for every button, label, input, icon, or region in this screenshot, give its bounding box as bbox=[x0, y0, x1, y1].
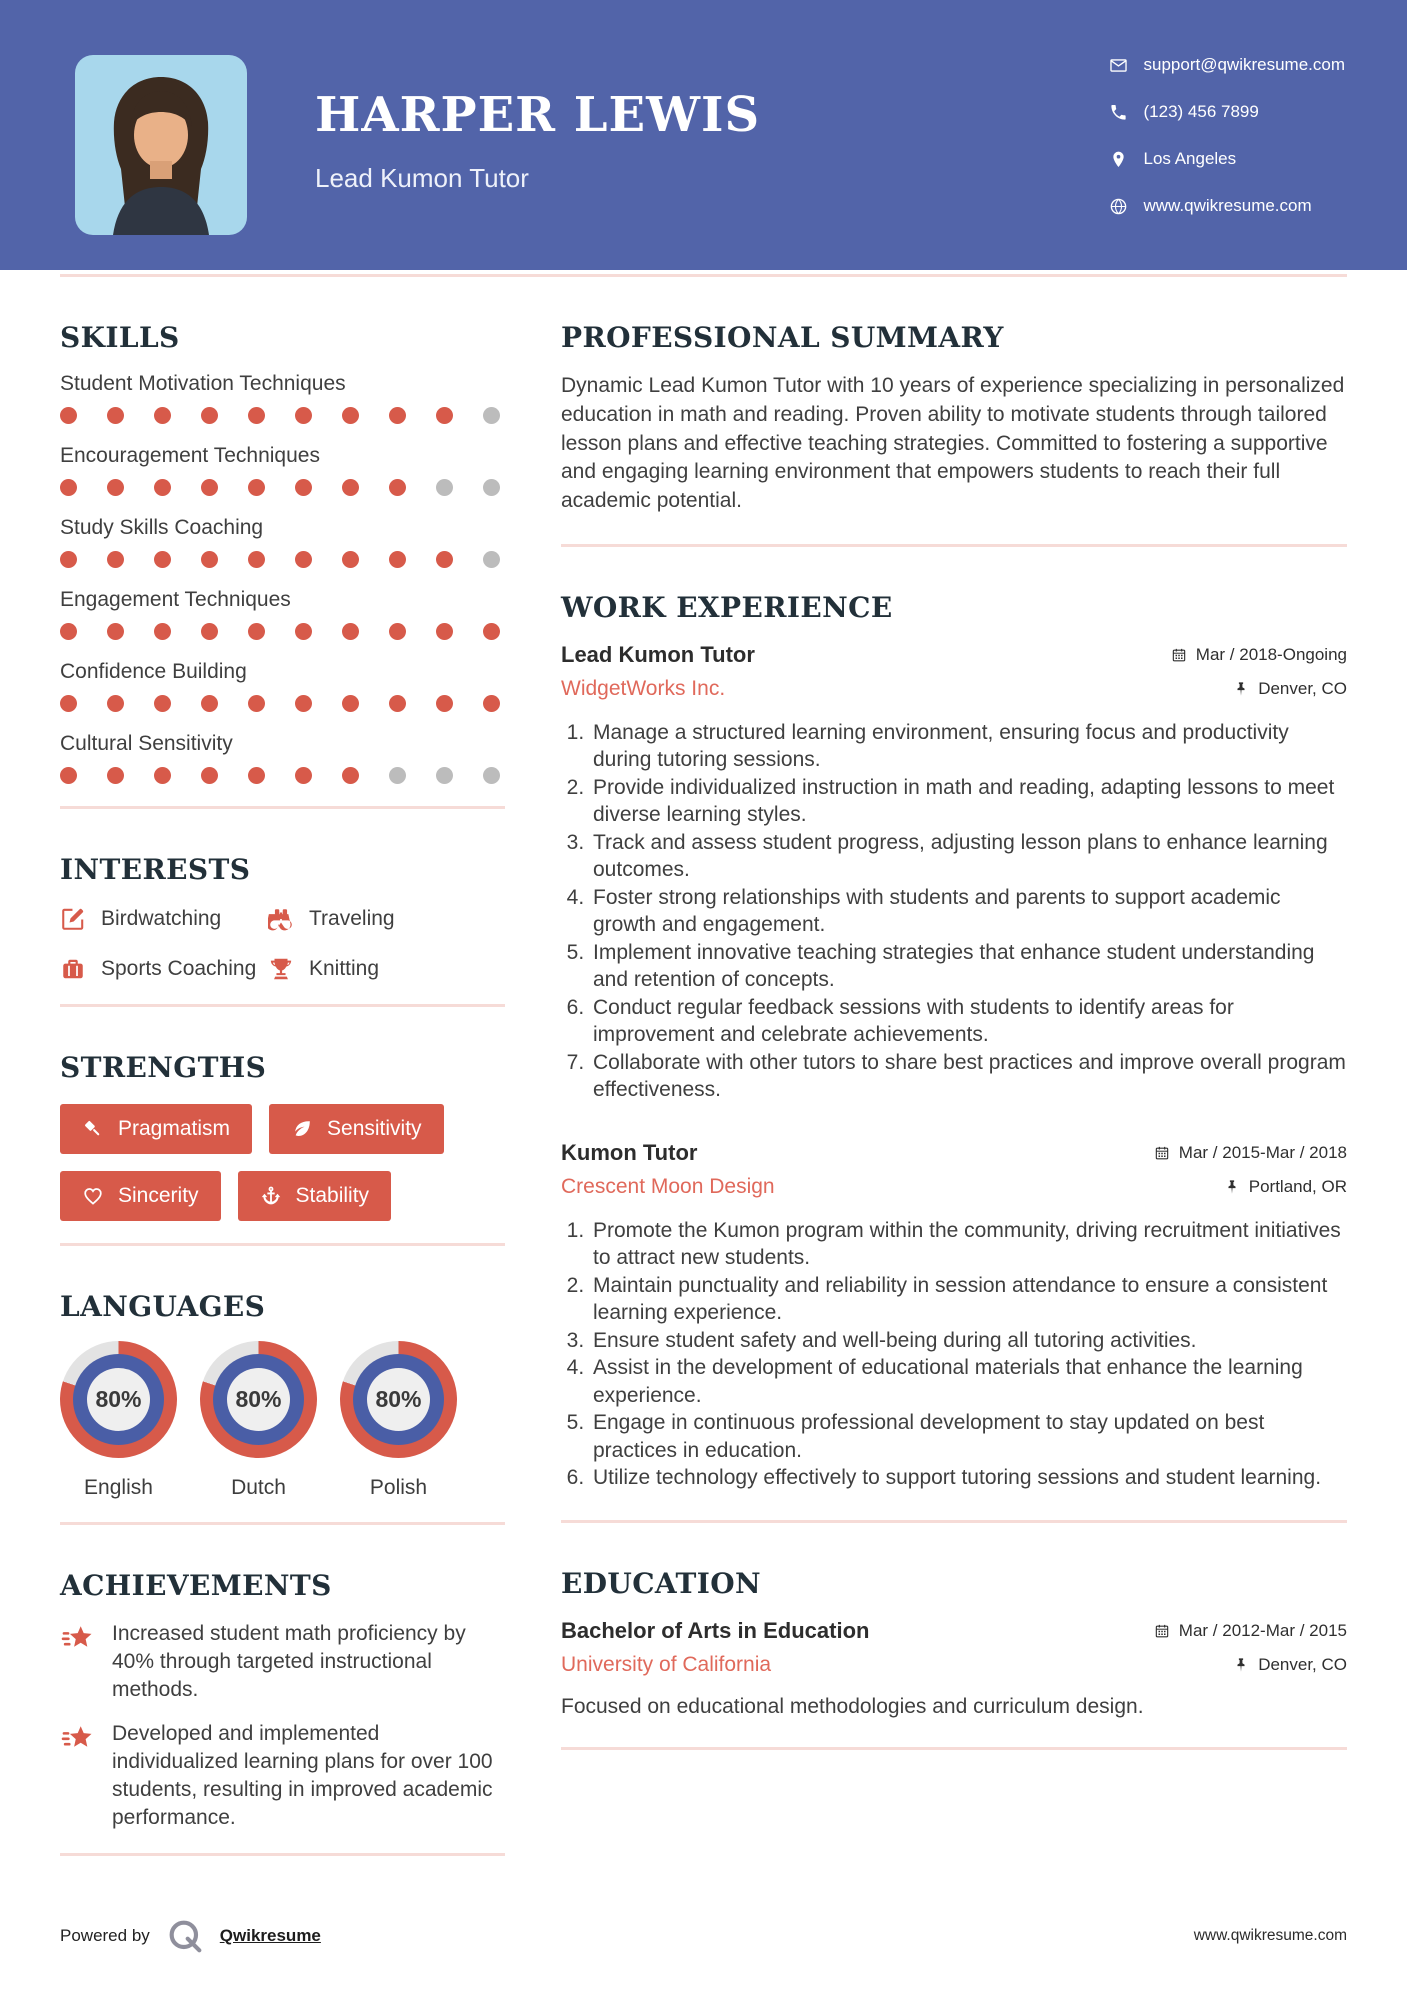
skill-dot-filled bbox=[154, 695, 171, 712]
skill-level-dots bbox=[60, 407, 505, 424]
job-company-row bbox=[561, 677, 1347, 701]
profile-photo-image bbox=[75, 55, 247, 235]
contact-text: www.qwikresume.com bbox=[1143, 196, 1312, 215]
job-dates-text: Mar / 2018-Ongoing bbox=[1195, 644, 1347, 664]
skill-dot-filled bbox=[295, 407, 312, 424]
heart-icon bbox=[82, 1185, 104, 1207]
skill-dot-filled bbox=[436, 407, 453, 424]
section-divider bbox=[561, 544, 1347, 547]
gavel-icon bbox=[82, 1118, 104, 1140]
language-donut-chart bbox=[60, 1341, 177, 1458]
skill-dot-empty bbox=[483, 479, 500, 496]
job-company: WidgetWorks Inc. bbox=[561, 676, 726, 700]
language-percent: 80% bbox=[95, 1386, 142, 1412]
job-bullet: 2. Provide individualized instruction in math and reading, adapting lessons to meet diverse learning styles. bbox=[590, 774, 1347, 829]
interest-label: Knitting bbox=[309, 957, 380, 980]
shooting-star-icon bbox=[60, 1722, 96, 1758]
footer bbox=[60, 1916, 1347, 1956]
skill-item bbox=[60, 732, 505, 784]
skill-dot-filled bbox=[154, 407, 171, 424]
job-location-text: Denver, CO bbox=[1258, 678, 1347, 698]
language-percent: 80% bbox=[235, 1386, 282, 1412]
strength-label: Stability bbox=[295, 1184, 370, 1207]
skill-dot-filled bbox=[389, 551, 406, 568]
pin-icon bbox=[1233, 681, 1249, 697]
skill-dot-filled bbox=[248, 407, 265, 424]
skill-dot-filled bbox=[295, 767, 312, 784]
skill-dot-filled bbox=[201, 479, 218, 496]
main-content bbox=[0, 277, 1407, 1880]
skill-dot-filled bbox=[107, 767, 124, 784]
skill-dot-filled bbox=[248, 767, 265, 784]
name-block bbox=[315, 87, 760, 194]
skill-dot-empty bbox=[483, 551, 500, 568]
skill-dot-filled bbox=[389, 407, 406, 424]
job-entry bbox=[561, 642, 1347, 1104]
skill-level-dots bbox=[60, 695, 505, 712]
strengths-heading: STRENGTHS bbox=[60, 1051, 267, 1084]
person-name: HARPER LEWIS bbox=[315, 87, 761, 143]
contact-item[interactable] bbox=[1109, 196, 1346, 216]
job-bullet: 1. Manage a structured learning environment, ensuring focus and productivity during tutoring sessions. bbox=[590, 719, 1347, 774]
skill-dot-empty bbox=[483, 407, 500, 424]
job-title: Kumon Tutor bbox=[561, 1139, 698, 1165]
language-donut-chart bbox=[200, 1341, 317, 1458]
experience-section bbox=[561, 591, 1347, 1492]
skills-section bbox=[60, 321, 505, 784]
skill-dot-filled bbox=[201, 695, 218, 712]
skill-item bbox=[60, 660, 505, 712]
interests-grid bbox=[60, 906, 505, 982]
strength-tag bbox=[60, 1104, 252, 1154]
strength-label: Sincerity bbox=[118, 1184, 199, 1207]
job-location bbox=[1233, 679, 1347, 699]
skill-dot-filled bbox=[60, 479, 77, 496]
achievement-text: Developed and implemented individualized learning plans for over 100 students, resulting in improved academic performance. bbox=[112, 1721, 493, 1829]
section-divider bbox=[60, 1243, 505, 1246]
interest-item bbox=[60, 956, 268, 982]
donut-center bbox=[367, 1368, 430, 1431]
strength-tag bbox=[238, 1171, 392, 1221]
summary-section bbox=[561, 321, 1347, 516]
calendar-icon bbox=[1171, 647, 1187, 663]
strength-label: Sensitivity bbox=[327, 1117, 422, 1140]
skill-label: Confidence Building bbox=[60, 660, 247, 683]
skill-dot-filled bbox=[389, 479, 406, 496]
job-title-row bbox=[561, 1140, 1347, 1166]
section-divider bbox=[60, 1522, 505, 1525]
section-divider bbox=[60, 1004, 505, 1007]
interest-item bbox=[268, 956, 505, 982]
anchor-icon bbox=[260, 1185, 282, 1207]
pin-icon bbox=[1224, 1179, 1240, 1195]
skill-label: Engagement Techniques bbox=[60, 588, 291, 611]
contact-item[interactable] bbox=[1109, 55, 1346, 75]
profile-photo bbox=[75, 55, 247, 235]
experience-heading: WORK EXPERIENCE bbox=[561, 590, 893, 624]
powered-by bbox=[60, 1916, 321, 1956]
strengths-tags bbox=[60, 1104, 505, 1221]
skill-dot-empty bbox=[436, 479, 453, 496]
job-bullet: 2. Maintain punctuality and reliability in session attendance to ensure a consistent learning experience. bbox=[590, 1272, 1347, 1327]
left-column bbox=[60, 277, 505, 1880]
skill-level-dots bbox=[60, 551, 505, 568]
education-description: Focused on educational methodologies and curriculum design. bbox=[561, 1694, 1144, 1718]
language-item bbox=[340, 1341, 457, 1500]
interests-section bbox=[60, 853, 505, 982]
skill-dot-filled bbox=[107, 695, 124, 712]
contact-text: Los Angeles bbox=[1143, 149, 1237, 168]
job-company-row bbox=[561, 1175, 1347, 1199]
skill-label: Study Skills Coaching bbox=[60, 516, 264, 539]
skill-dot-filled bbox=[436, 551, 453, 568]
interest-item bbox=[268, 906, 505, 932]
section-divider bbox=[60, 806, 505, 809]
contact-text: support@qwikresume.com bbox=[1143, 55, 1345, 74]
interests-heading: INTERESTS bbox=[60, 853, 251, 886]
skill-label: Encouragement Techniques bbox=[60, 444, 320, 467]
achievements-section bbox=[60, 1569, 505, 1831]
skill-dot-filled bbox=[342, 551, 359, 568]
job-bullet: 7. Collaborate with other tutors to share best practices and improve overall program effectiveness. bbox=[590, 1049, 1347, 1104]
shooting-star-icon bbox=[60, 1622, 96, 1658]
job-bullet: 5. Engage in continuous professional development to stay updated on best practices in education. bbox=[590, 1409, 1347, 1464]
job-bullet: 4. Foster strong relationships with students and parents to support academic growth and engagement. bbox=[590, 884, 1347, 939]
interest-item bbox=[60, 906, 268, 932]
skill-item bbox=[60, 372, 505, 424]
skill-dot-filled bbox=[154, 767, 171, 784]
strength-tag bbox=[60, 1171, 221, 1221]
skill-dot-filled bbox=[154, 623, 171, 640]
job-dates-text: Mar / 2015-Mar / 2018 bbox=[1178, 1142, 1347, 1162]
summary-heading: PROFESSIONAL SUMMARY bbox=[561, 321, 1004, 354]
header bbox=[0, 0, 1407, 270]
skill-dot-filled bbox=[60, 551, 77, 568]
globe-icon bbox=[1109, 197, 1128, 216]
school-row bbox=[561, 1653, 1347, 1677]
degree-title: Bachelor of Arts in Education bbox=[561, 1617, 870, 1643]
strength-tag bbox=[269, 1104, 444, 1154]
job-bullet: 6. Conduct regular feedback sessions with students to identify areas for improvement and celebrate achievements. bbox=[590, 994, 1347, 1049]
skill-dot-filled bbox=[483, 695, 500, 712]
skill-dot-filled bbox=[295, 623, 312, 640]
skill-dot-filled bbox=[342, 767, 359, 784]
job-bullets bbox=[561, 1217, 1347, 1492]
skill-dot-filled bbox=[295, 695, 312, 712]
person-title: Lead Kumon Tutor bbox=[315, 163, 529, 193]
education-dates bbox=[1154, 1621, 1347, 1641]
interest-label: Traveling bbox=[309, 907, 395, 930]
languages-list bbox=[60, 1341, 505, 1500]
skill-dot-filled bbox=[342, 695, 359, 712]
calendar-icon bbox=[1154, 1145, 1170, 1161]
job-location-text: Portland, OR bbox=[1248, 1176, 1347, 1196]
skill-dot-filled bbox=[60, 695, 77, 712]
language-label: English bbox=[84, 1476, 153, 1499]
calendar-icon bbox=[1154, 1623, 1170, 1639]
skill-dot-filled bbox=[107, 479, 124, 496]
skill-dot-empty bbox=[389, 767, 406, 784]
skill-dot-filled bbox=[60, 407, 77, 424]
email-icon bbox=[1109, 56, 1128, 75]
job-bullet: 4. Assist in the development of educational materials that enhance the learning experience. bbox=[590, 1354, 1347, 1409]
skill-dot-filled bbox=[436, 623, 453, 640]
donut-center bbox=[87, 1368, 150, 1431]
skill-item bbox=[60, 444, 505, 496]
languages-section bbox=[60, 1290, 505, 1500]
language-label: Polish bbox=[369, 1476, 428, 1499]
skill-dot-filled bbox=[436, 695, 453, 712]
right-column bbox=[561, 277, 1347, 1776]
skill-label: Cultural Sensitivity bbox=[60, 732, 233, 755]
job-location bbox=[1224, 1177, 1347, 1197]
language-percent: 80% bbox=[375, 1386, 422, 1412]
language-item bbox=[200, 1341, 317, 1500]
contact-text: (123) 456 7899 bbox=[1143, 102, 1259, 121]
contact-list bbox=[1109, 55, 1346, 243]
skill-level-dots bbox=[60, 767, 505, 784]
interest-label: Birdwatching bbox=[101, 907, 222, 930]
job-entry bbox=[561, 1140, 1347, 1492]
school-name: University of California bbox=[561, 1652, 772, 1676]
education-location-text: Denver, CO bbox=[1258, 1654, 1347, 1674]
education-location bbox=[1233, 1655, 1347, 1675]
strengths-section bbox=[60, 1051, 505, 1221]
skill-dot-filled bbox=[342, 479, 359, 496]
education-heading: EDUCATION bbox=[561, 1566, 762, 1600]
job-bullet: 5. Implement innovative teaching strategies that enhance student understanding and retention of concepts. bbox=[590, 939, 1347, 994]
education-dates-text: Mar / 2012-Mar / 2015 bbox=[1178, 1620, 1347, 1640]
job-bullet: 1. Promote the Kumon program within the community, driving recruitment initiatives to attract new students. bbox=[590, 1217, 1347, 1272]
section-divider bbox=[561, 1747, 1347, 1750]
summary-text: Dynamic Lead Kumon Tutor with 10 years of experience specializing in personalized education in math and reading. Proven ability to motivate students through tailored lesson plans and effective teaching strategies. Committed to fostering a supportive and engaging learning environment that empowers students to reach their full academic potential. bbox=[561, 374, 1345, 513]
degree-row bbox=[561, 1618, 1347, 1644]
skill-level-dots bbox=[60, 479, 505, 496]
skill-dot-filled bbox=[248, 623, 265, 640]
skill-dot-filled bbox=[248, 551, 265, 568]
skill-dot-empty bbox=[436, 767, 453, 784]
skill-dot-filled bbox=[248, 479, 265, 496]
skill-dot-filled bbox=[201, 623, 218, 640]
skill-label: Student Motivation Techniques bbox=[60, 372, 346, 395]
skills-heading: SKILLS bbox=[60, 321, 180, 354]
language-item bbox=[60, 1341, 177, 1500]
job-bullet: 6. Utilize technology effectively to support tutoring sessions and student learning. bbox=[590, 1464, 1347, 1492]
skill-dot-filled bbox=[154, 551, 171, 568]
skill-item bbox=[60, 588, 505, 640]
strength-label: Pragmatism bbox=[118, 1117, 231, 1140]
job-dates bbox=[1154, 1143, 1347, 1163]
skill-dot-filled bbox=[201, 551, 218, 568]
section-divider bbox=[60, 1853, 505, 1856]
skill-dot-filled bbox=[483, 623, 500, 640]
skill-dot-filled bbox=[295, 479, 312, 496]
skill-level-dots bbox=[60, 623, 505, 640]
skill-dot-filled bbox=[154, 479, 171, 496]
leaf-icon bbox=[291, 1118, 313, 1140]
skill-dot-filled bbox=[342, 623, 359, 640]
skill-dot-filled bbox=[60, 767, 77, 784]
skill-dot-filled bbox=[201, 767, 218, 784]
achievements-heading: ACHIEVEMENTS bbox=[60, 1569, 332, 1602]
donut-center bbox=[227, 1368, 290, 1431]
pin-icon bbox=[1233, 1657, 1249, 1673]
skill-dot-filled bbox=[107, 407, 124, 424]
binoculars-icon bbox=[268, 906, 294, 932]
skill-dot-filled bbox=[60, 623, 77, 640]
job-bullet: 3. Ensure student safety and well-being during all tutoring activities. bbox=[590, 1327, 1347, 1355]
phone-icon bbox=[1109, 103, 1128, 122]
job-bullet: 3. Track and assess student progress, adjusting lesson plans to enhance learning outcomes. bbox=[590, 829, 1347, 884]
achievement-text: Increased student math proficiency by 40% through targeted instructional methods. bbox=[112, 1622, 466, 1701]
powered-by-label: Powered by bbox=[60, 1926, 150, 1945]
skill-dot-filled bbox=[389, 695, 406, 712]
job-dates bbox=[1171, 645, 1347, 665]
qwikresume-link[interactable]: Qwikresume bbox=[219, 1926, 321, 1945]
pencil-square-icon bbox=[60, 906, 86, 932]
language-label: Dutch bbox=[231, 1476, 286, 1499]
achievement-item bbox=[60, 1720, 505, 1832]
skill-dot-filled bbox=[342, 407, 359, 424]
qwikresume-logo-icon bbox=[165, 1916, 205, 1956]
footer-website[interactable]: www.qwikresume.com bbox=[1193, 1927, 1347, 1944]
skill-dot-filled bbox=[248, 695, 265, 712]
trophy-icon bbox=[268, 956, 294, 982]
briefcase-icon bbox=[60, 956, 86, 982]
skill-dot-filled bbox=[389, 623, 406, 640]
interest-label: Sports Coaching bbox=[101, 957, 257, 980]
achievement-item bbox=[60, 1620, 505, 1704]
skill-dot-empty bbox=[483, 767, 500, 784]
job-title-row bbox=[561, 642, 1347, 668]
job-company: Crescent Moon Design bbox=[561, 1174, 775, 1198]
language-donut-chart bbox=[340, 1341, 457, 1458]
job-bullets bbox=[561, 719, 1347, 1104]
education-section bbox=[561, 1567, 1347, 1719]
skill-item bbox=[60, 516, 505, 568]
languages-heading: LANGUAGES bbox=[60, 1290, 266, 1323]
location-icon bbox=[1109, 150, 1128, 169]
skill-dot-filled bbox=[107, 623, 124, 640]
contact-item[interactable] bbox=[1109, 102, 1346, 122]
section-divider bbox=[561, 1520, 1347, 1523]
job-title: Lead Kumon Tutor bbox=[561, 641, 755, 667]
skill-dot-filled bbox=[201, 407, 218, 424]
skill-dot-filled bbox=[107, 551, 124, 568]
contact-item[interactable] bbox=[1109, 149, 1346, 169]
skill-dot-filled bbox=[295, 551, 312, 568]
